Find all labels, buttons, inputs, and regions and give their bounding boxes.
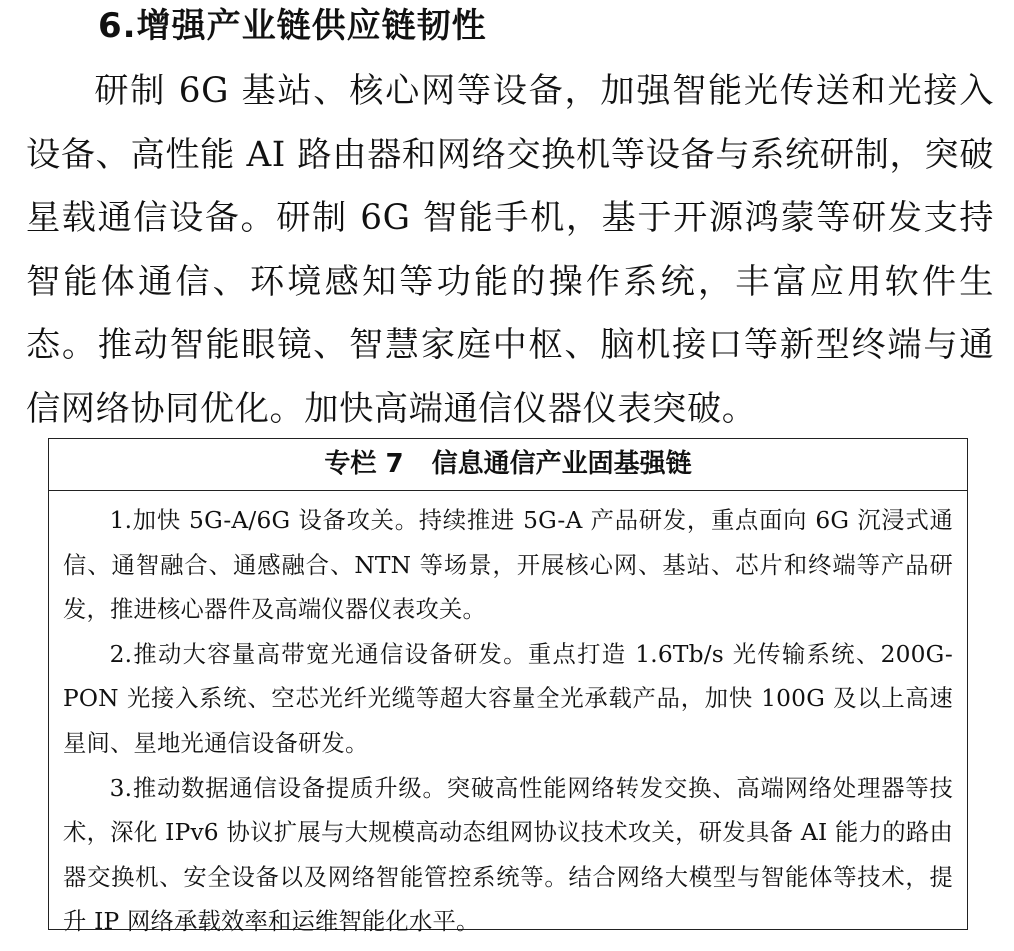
column-title [49,439,967,491]
column-item-1-body: 持续推进 5G-A 产品研发，重点面向 6G 沉浸式通信、通智融合、通感融合、NTN 等场景，开展核心网、基站、芯片和终端等产品研发，推进核心器件及高端仪器仪表攻关。 [63,507,953,624]
column-item-3 [63,767,953,945]
column-title-text: 信息通信产业固基强链 [431,449,692,479]
section-heading: 6.增强产业链供应链韧性 [98,6,487,46]
column-item-2 [63,633,953,767]
column-item-2-head: 2.推动大容量高带宽光通信设备研发。 [109,640,528,668]
column-box [48,438,968,936]
body-paragraph: 研制 6G 基站、核心网等设备，加强智能光传送和光接入设备、高性能 AI 路由器和网络交换机等设备与系统研制，突破星载通信设备。研制 6G 智能手机，基于开源鸿蒙等研发支持智能体通信、环境感知等功能的操作系统，丰富应用软件生态。推动智能眼镜、智慧家庭中枢、脑机接口等新型终端与通信网络协同优化。加快高端通信仪器仪表突破。 [26,71,994,429]
column-item-3-head: 3.推动数据通信设备提质升级。 [109,774,447,802]
column-label: 专栏 7 [324,449,404,479]
column-item-3-body: 突破高性能网络转发交换、高端网络处理器等技术，深化 IPv6 协议扩展与大规模高动态组网协议技术攻关，研发具备 AI 能力的路由器交换机、安全设备以及网络智能管控系统等。结合网络大模型与智能体等技术，提升 IP 网络承载效率和运维智能化水平。 [63,774,953,936]
column-item-2-body: 重点打造 1.6Tb/s 光传输系统、200G-PON 光接入系统、空芯光纤光缆等超大容量全光承载产品，加快 100G 及以上高速星间、星地光通信设备研发。 [63,640,953,757]
column-item-1-head: 1.加快 5G-A/6G 设备攻关。 [109,507,419,534]
column-item-list [49,491,967,945]
column-item-1 [63,499,953,633]
